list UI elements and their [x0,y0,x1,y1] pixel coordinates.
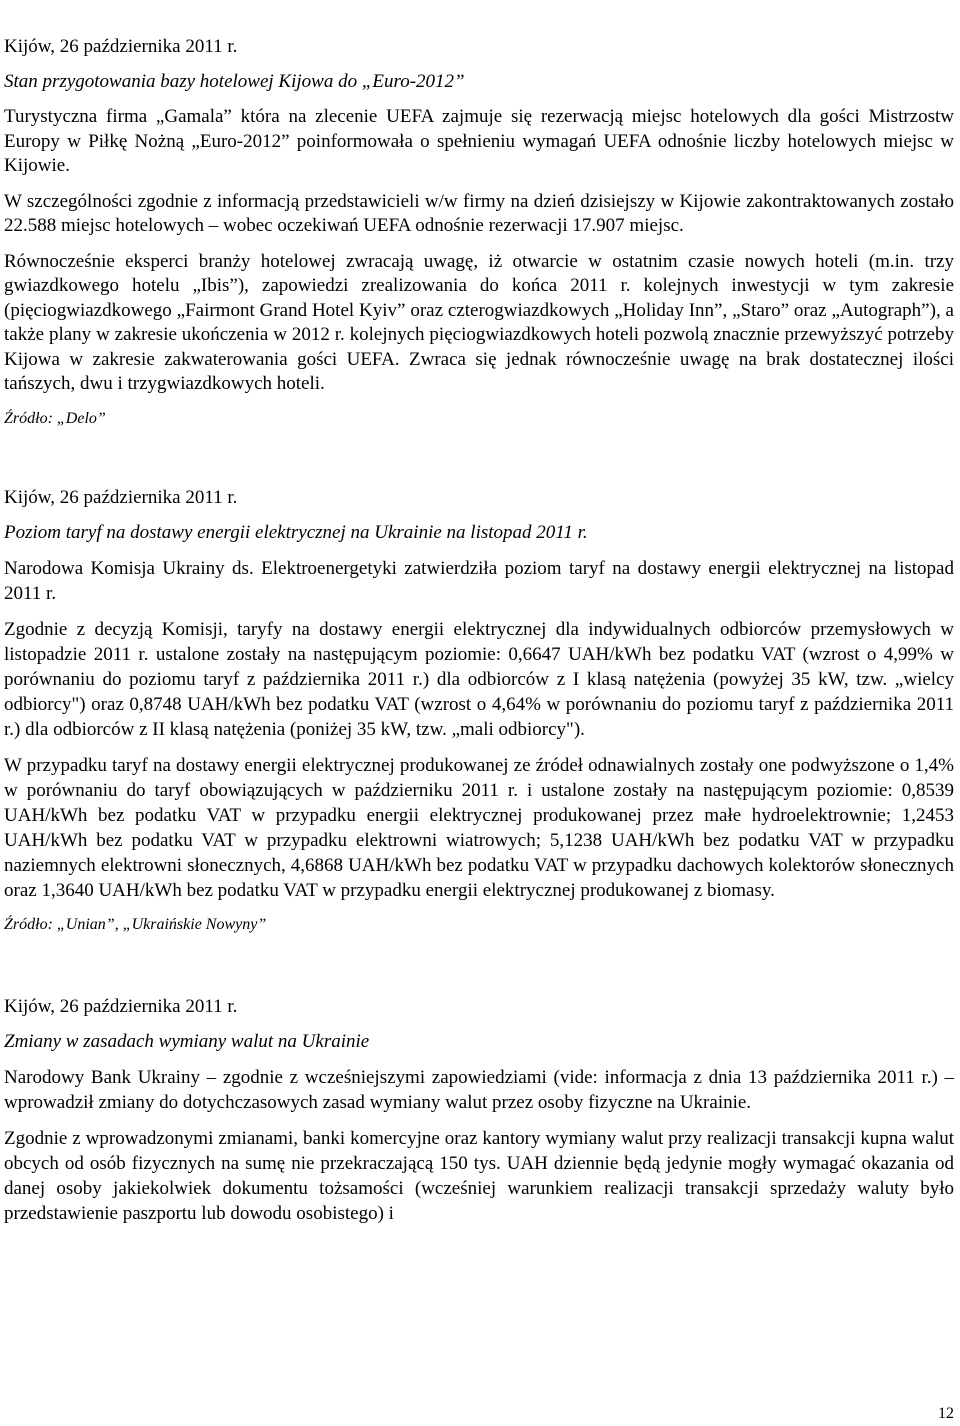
article-paragraph: Narodowa Komisja Ukrainy ds. Elektroenergetyki zatwierdziła poziom taryf na dostawy energii elektrycznej na listopad 2011 r. [4,557,954,604]
article-source: Źródło: „Unian”, „Ukraińskie Nowyny” [4,915,267,933]
article-paragraph: Równocześnie eksperci branży hotelowej zwracają uwagę, iż otwarcie w ostatnim czasie nowych hoteli (m.in. trzy gwiazdkowego hotelu „Ibis”), zapowiedzi zrealizowania do końca 2011 r. kolejnych inwestycji w tym zakresie (pięciogwiazdkowego „Fairmont Grand Hotel Kyiv” oraz czterogwiazdkowych „Holiday Inn”, „Staro” oraz „Autograph”), a także plany w zakresie ukończenia w 2012 r. kolejnych pięciogwiazdkowych hoteli pozwolą znacznie przewyższyć potrzeby Kijowa w zakresie zakwaterowania gości UEFA. Zwraca się jednak równocześnie uwagę na brak dostatecznej ilości tańszych, dwu i trzygwiazdkowych hoteli. [4,250,954,394]
article-energy-tariffs [4,485,954,936]
article-paragraph: Narodowy Bank Ukrainy – zgodnie z wcześniejszymi zapowiedziami (vide: informacja z dnia 13 października 2011 r.) – wprowadził zmiany do dotychczasowych zasad wymiany walut przez osoby fizyczne na Ukrainie. [4,1066,954,1113]
article-separator [4,430,954,485]
article-paragraph: Turystyczna firma „Gamala” która na zlecenie UEFA zajmuje się rezerwacją miejsc hotelowych dla gości Mistrzostw Europy w Piłkę Nożną „Euro-2012” poinformowała o spełnieniu wymagań UEFA odnośnie liczby hotelowych miejsc w Kijowie. [4,106,954,176]
article-separator [4,936,954,994]
article-title: Stan przygotowania bazy hotelowej Kijowa do „Euro-2012” [4,71,465,92]
article-paragraph: Zgodnie z decyzją Komisji, taryfy na dostawy energii elektrycznej dla indywidualnych odbiorców przemysłowych w listopadzie 2011 r. ustalone zostały na następującym poziomie: 0,6647 UAH/kWh bez podatku VAT (wzrost o 4,99% w porównaniu do poziomu taryf z października 2011 r.) dla odbiorców z I klasą natężenia (powyżej 35 kW, tzw. „wielcy odbiorcy") oraz 0,8748 UAH/kWh bez podatku VAT (wzrost o 4,64% w porównaniu do poziomu taryf z października 2011 r.) dla odbiorców z II klasą natężenia (poniżej 35 kW, tzw. „mali odbiorcy"). [4,618,954,740]
article-currency-exchange [4,994,954,1226]
article-title: Poziom taryf na dostawy energii elektrycznej na Ukrainie na listopad 2011 r. [4,521,588,543]
document-page [4,34,954,1237]
article-date: Kijów, 26 października 2011 r. [4,486,238,508]
article-title: Zmiany w zasadach wymiany walut na Ukrainie [4,1030,370,1052]
article-paragraph: W przypadku taryf na dostawy energii elektrycznej produkowanej ze źródeł odnawialnych zostały one podwyższone o 1,4% w porównaniu do taryf obowiązujących w październiku 2011 r. i ustalone zostały na następującym poziomie: 0,8539 UAH/kWh bez podatku VAT w przypadku energii elektrycznej produkowanej przez małe hydroelektrownie; 1,2453 UAH/kWh bez podatku VAT w przypadku elektrowni wiatrowych; 5,1238 UAH/kWh bez podatku VAT w przypadku naziemnych elektrowni słonecznych, 4,6868 UAH/kWh bez podatku VAT w przypadku dachowych kolektorów słonecznych oraz 1,3640 UAH/kWh bez podatku VAT w przypadku energii elektrycznej produkowanej z biomasy. [4,754,954,901]
article-hotels [4,34,954,430]
article-source: Źródło: „Delo” [4,409,106,427]
article-paragraph: W szczególności zgodnie z informacją przedstawicieli w/w firmy na dzień dzisiejszy w Kijowie zakontraktowanych zostało 22.588 miejsc hotelowych – wobec oczekiwań UEFA odnośnie rezerwacji 17.907 miejsc. [4,190,954,236]
article-paragraph: Zgodnie z wprowadzonymi zmianami, banki komercyjne oraz kantory wymiany walut przy realizacji transakcji kupna walut obcych od osób fizycznych na sumę nie przekraczającą 150 tys. UAH dziennie będą jedynie mogły wymagać okazania od danej osoby jakiekolwiek dokumentu tożsamości (wcześniej warunkiem realizacji transakcji sprzedaży waluty było przedstawienie paszportu lub dowodu osobistego) i [4,1127,954,1224]
article-date: Kijów, 26 października 2011 r. [4,36,238,57]
page-number: 12 [938,1405,954,1422]
article-date: Kijów, 26 października 2011 r. [4,995,238,1017]
